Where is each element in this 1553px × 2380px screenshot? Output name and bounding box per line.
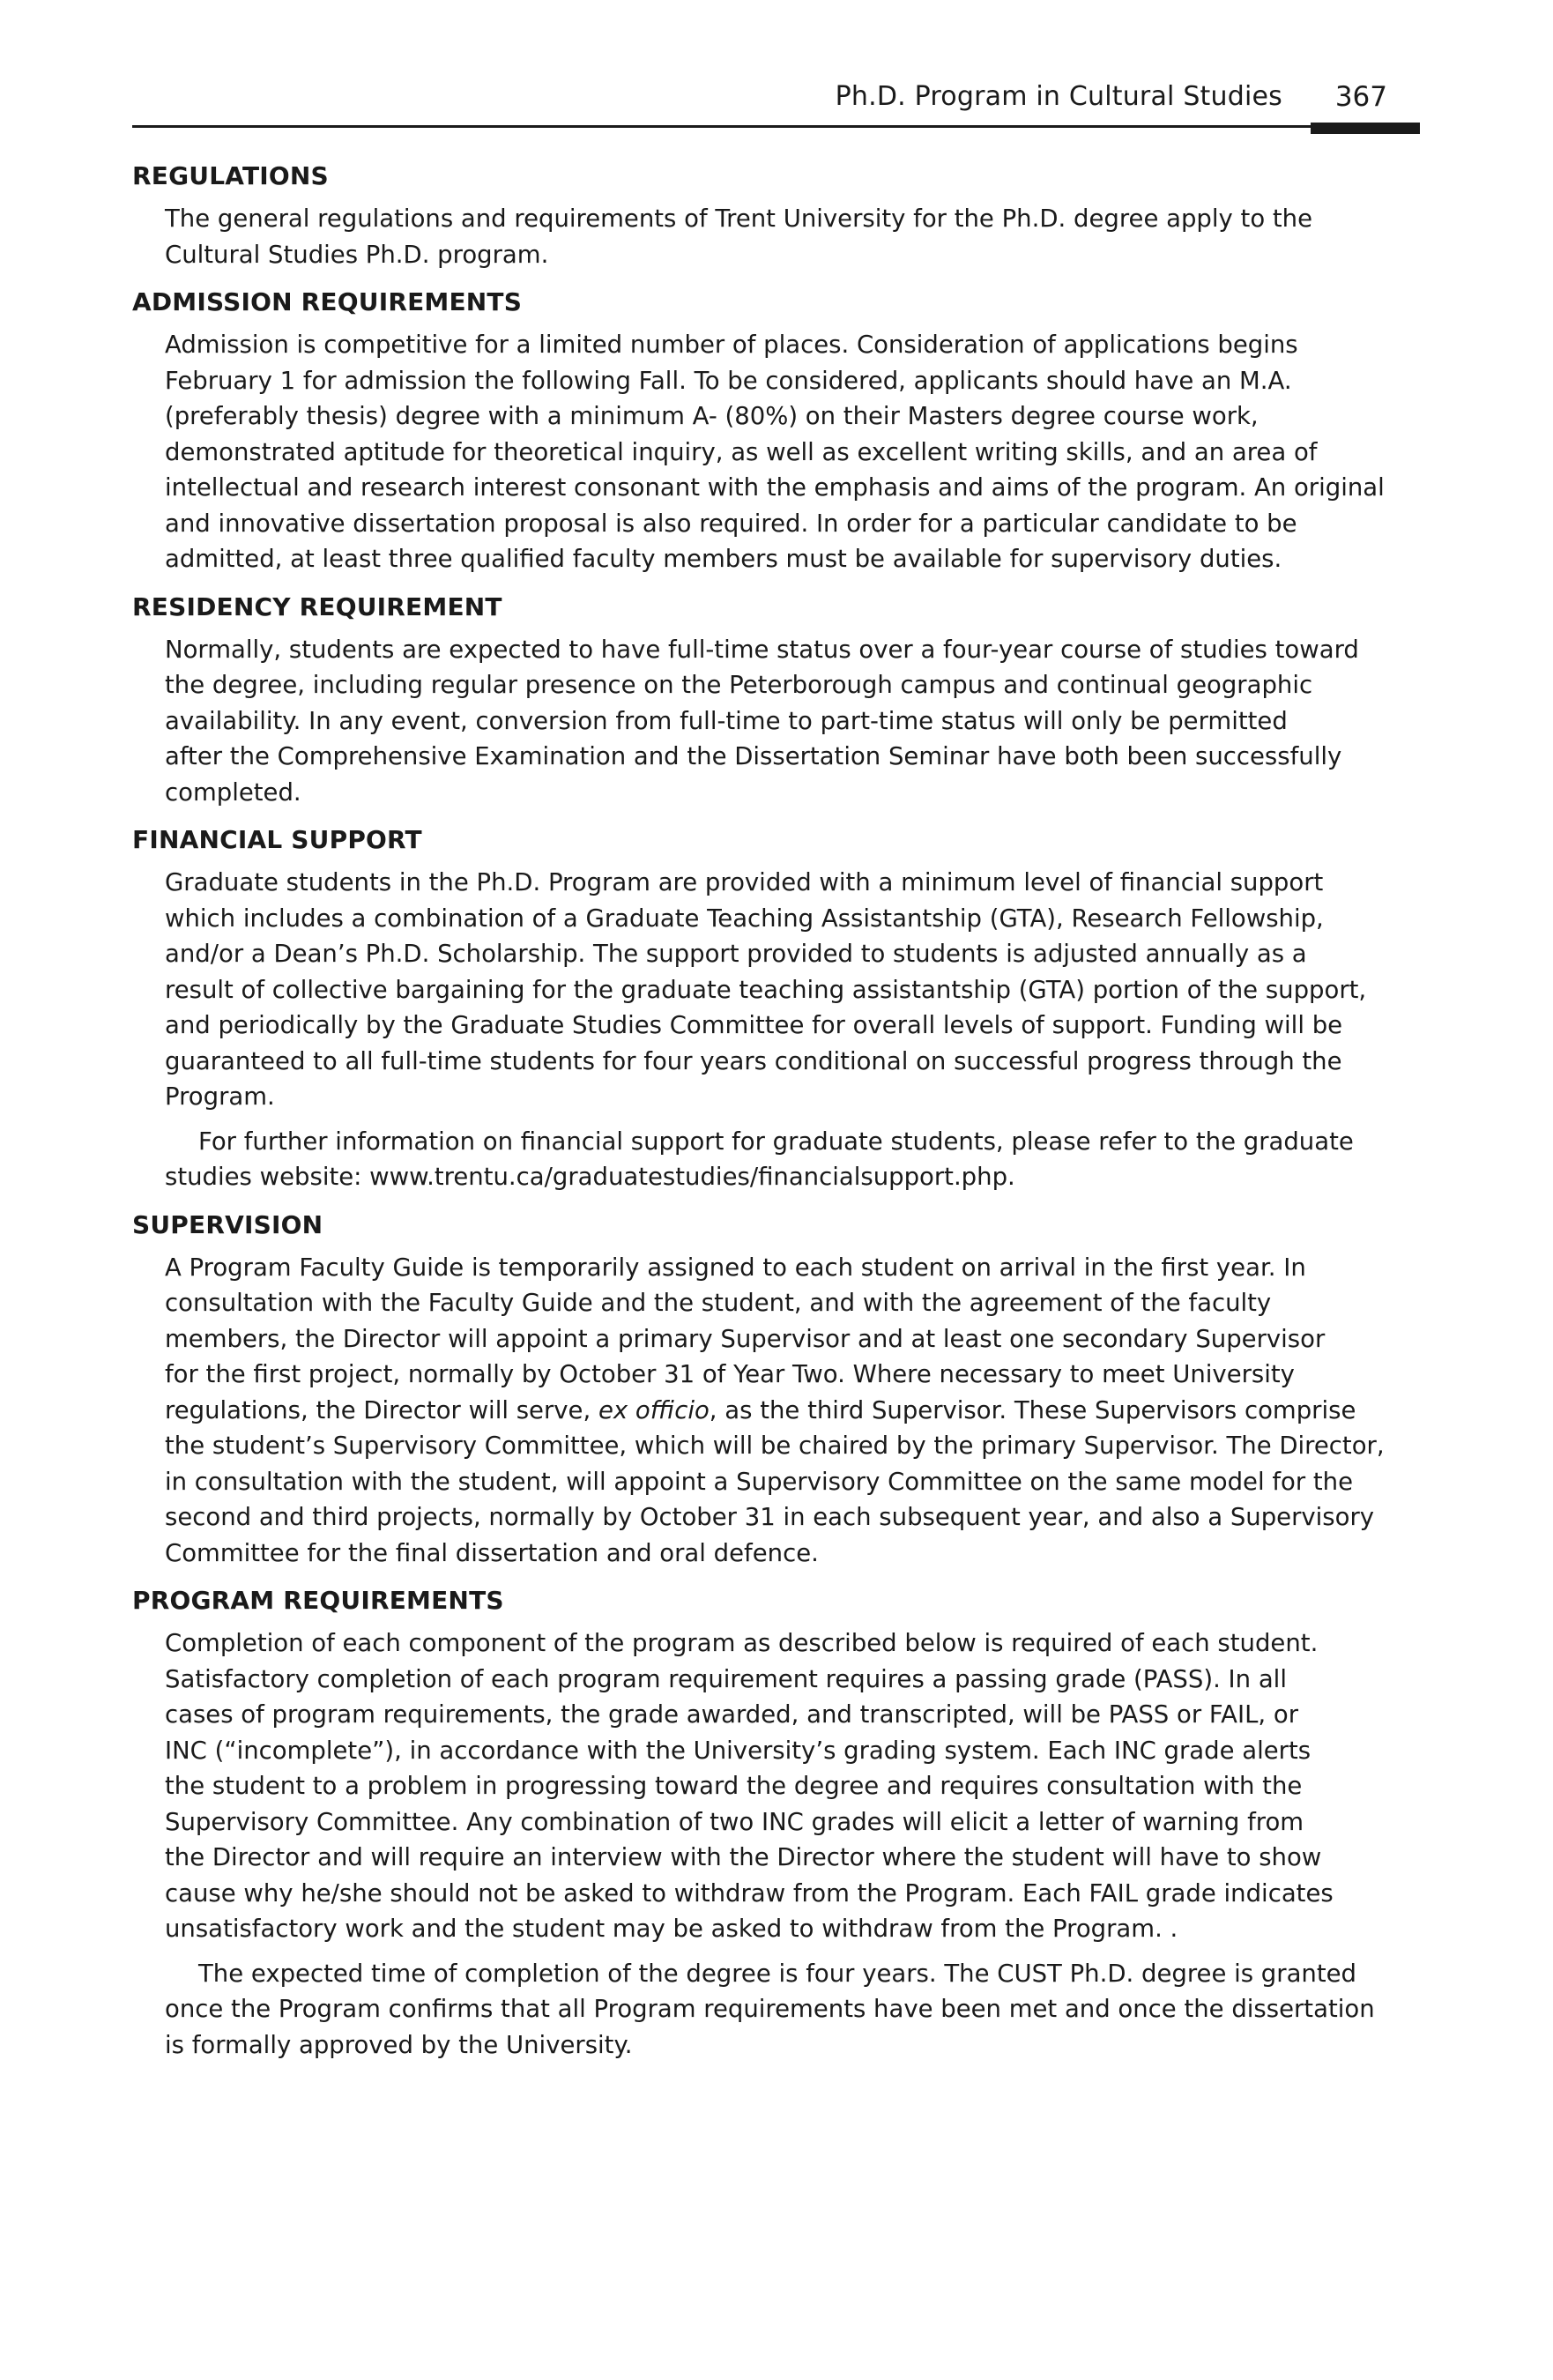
section-heading: RESIDENCY REQUIREMENT [132, 591, 502, 621]
paragraph [165, 1250, 1419, 1572]
section-heading: ADMISSION REQUIREMENTS [132, 287, 523, 316]
paragraph: Admission is competitive for a limited number of places. Consideration of applications begins February 1 for admission the following Fall. To be considered, applicants should have an M.A. (preferably thesis) degree with a minimum A- (80%) on their Masters degree course work, demonstrated aptitude for theoretical inquiry, as well as excellent writing skills, and an area of intellectual and research interest consonant with the emphasis and aims of the program. An original and innovative dissertation proposal is also required. In order for a particular candidate to be admitted, at least three qualified faculty members must be available for supervisory duties. [165, 331, 1385, 573]
page-content [132, 159, 1419, 2075]
page-tab-marker [1311, 123, 1420, 134]
paragraph: Completion of each component of the program as described below is required of each student. Satisfactory completion of each program requirement requires a passing grade (PASS). In all cases of program requirements, the grade awarded, and transcripted, will be PASS or FAIL, or INC (“incomplete”), in accordance with the University’s grading system. Each INC grade alerts the student to a problem in progressing toward the degree and requires consultation with the Supervisory Committee. Any combination of two INC grades will elicit a letter of warning from the Director and will require an interview with the Director where the student will have to show cause why he/she should not be asked to withdraw from the Program. Each FAIL grade indicates unsatisfactory work and the student may be asked to withdraw from the Program. . [165, 1629, 1334, 1943]
section-program-requirements [132, 1583, 1419, 2063]
paragraph-text: A Program Faculty Guide is temporarily assigned to each student on arrival in the first year. In consultation with the Faculty Guide and the student, and with the agreement of the faculty members, the Director will appoint a primary Supervisor and at least one secondary Supervisor for the first project, normally by October 31 of Year Two. Where necessary to meet University regulations, the Director will serve, [165, 1253, 1326, 1424]
section-financial-support [132, 822, 1419, 1195]
section-heading: PROGRAM REQUIREMENTS [132, 1586, 504, 1615]
section-heading: REGULATIONS [132, 161, 329, 190]
paragraph-text: , as the third Supervisor. These Supervisors comprise the student’s Supervisory Committee, which will be chaired by the primary Supervisor. The Director, in consultation with the student, will appoint a Supervisory Committee on the same model for the second and third projects, normally by October 31 in each subsequent year, and also a Supervisory Committee for the final dissertation and oral defence. [165, 1395, 1385, 1567]
paragraph: For further information on financial support for graduate students, please refer to the graduate studies website: www.trentu.ca/graduatestudies/financialsupport.php. [165, 1127, 1354, 1191]
section-heading: FINANCIAL SUPPORT [132, 825, 422, 854]
paragraph: Normally, students are expected to have full-time status over a four-year course of studies toward the degree, including regular presence on the Peterborough campus and continual geographic availability. In any event, conversion from full-time to part-time status will only be permitted after the Comprehensive Examination and the Dissertation Seminar have both been successfully completed. [165, 635, 1359, 807]
paragraph: The general regulations and requirements of Trent University for the Ph.D. degree apply to the Cultural Studies Ph.D. program. [165, 205, 1313, 269]
paragraph: Graduate students in the Ph.D. Program are provided with a minimum level of financial support which includes a combination of a Graduate Teaching Assistantship (GTA), Research Fellowship, and/or a Dean’s Ph.D. Scholarship. The support provided to students is adjusted annually as a result of collective bargaining for the graduate teaching assistantship (GTA) portion of the support, and periodically by the Graduate Studies Committee for overall levels of support. Funding will be guaranteed to all full-time students for four years conditional on successful progress through the Program. [165, 868, 1367, 1111]
section-heading: SUPERVISION [132, 1209, 323, 1239]
paragraph: The expected time of completion of the degree is four years. The CUST Ph.D. degree is granted once the Program confirms that all Program requirements have been met and once the dissertation is formally approved by the University. [165, 1959, 1375, 2059]
section-admission [132, 285, 1419, 577]
italic-term: ex officio [598, 1395, 710, 1424]
running-title: Ph.D. Program in Cultural Studies [835, 81, 1282, 112]
section-residency [132, 590, 1419, 811]
section-regulations [132, 159, 1419, 272]
page-number: 367 [1334, 81, 1387, 113]
section-supervision [132, 1208, 1419, 1572]
running-header [132, 81, 1419, 128]
